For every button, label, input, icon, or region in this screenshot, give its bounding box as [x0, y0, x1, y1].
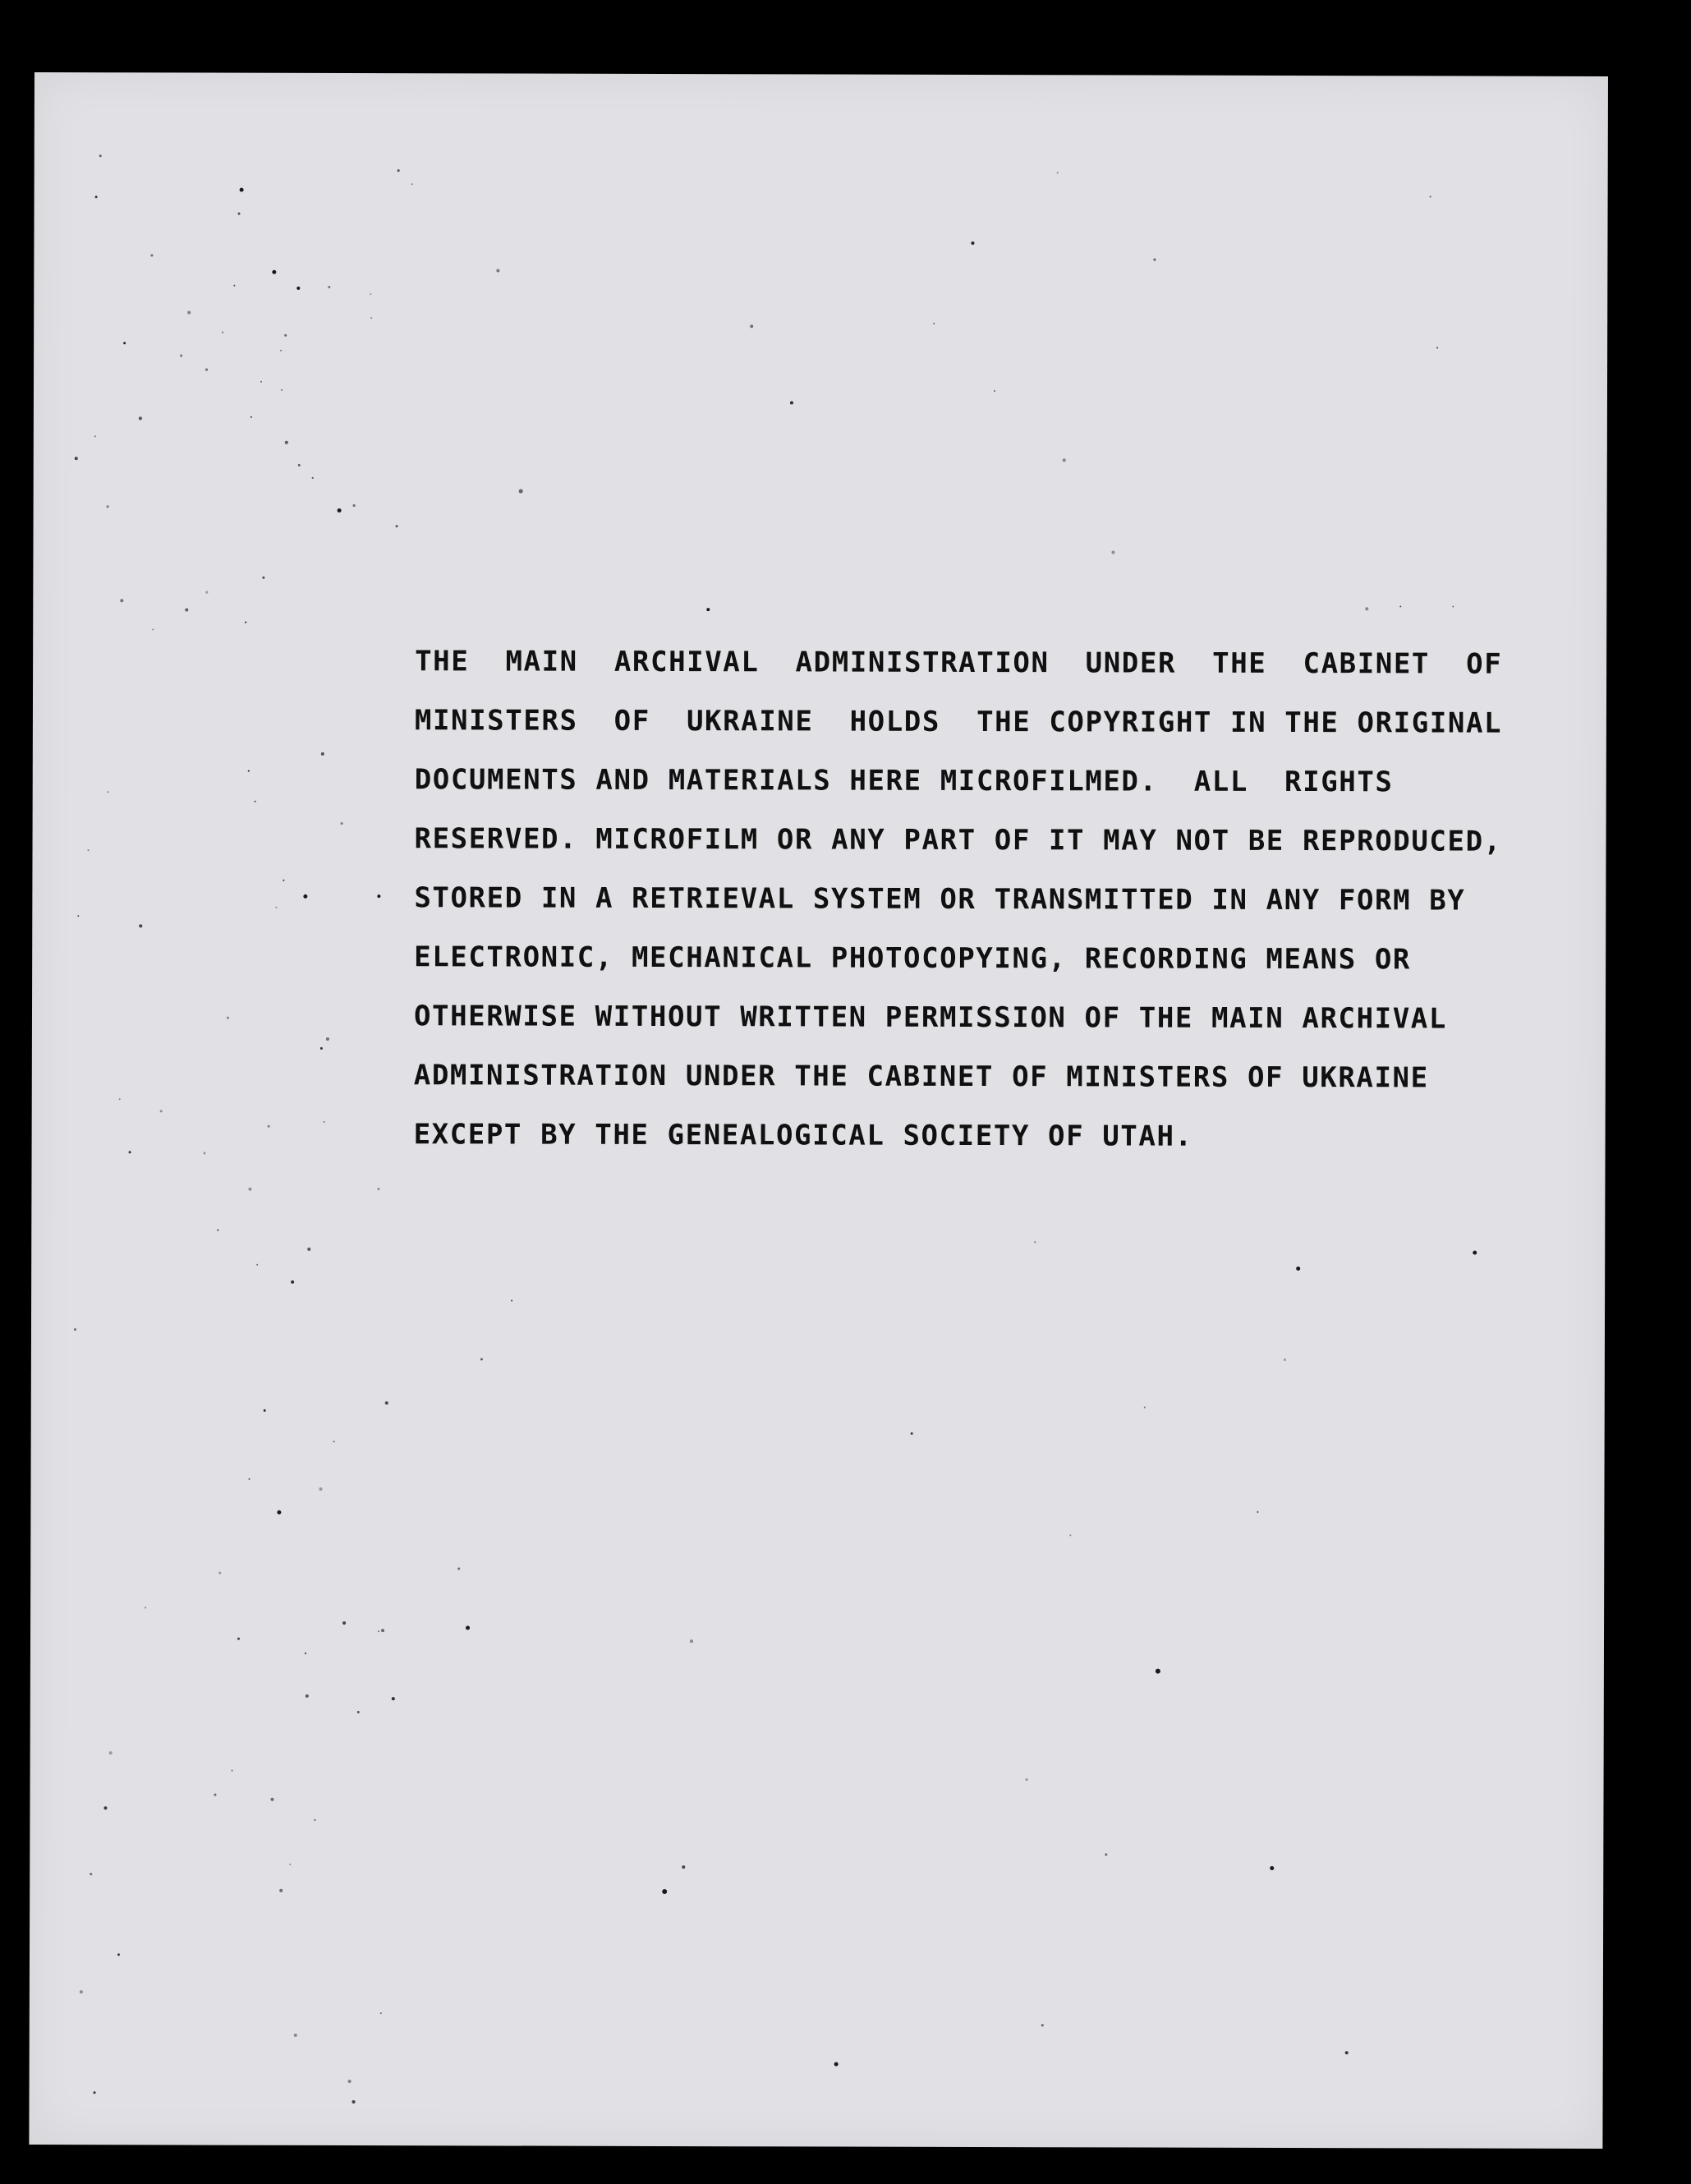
scan-speck: [139, 416, 142, 420]
scan-speck: [1034, 1241, 1036, 1243]
scan-speck: [411, 183, 413, 185]
scan-speck: [237, 1638, 240, 1640]
scan-speck: [77, 915, 79, 917]
scan-speck: [107, 505, 109, 508]
scan-speck: [120, 599, 123, 602]
scan-speck: [160, 1110, 163, 1112]
scan-speck: [1284, 1359, 1286, 1361]
scan-speck: [911, 1432, 913, 1435]
scan-speck: [94, 435, 96, 437]
scan-speck: [280, 350, 282, 352]
scan-speck: [108, 791, 109, 793]
scan-speck: [277, 1510, 281, 1515]
scan-speck: [314, 1819, 315, 1821]
scan-speck: [205, 591, 208, 594]
scan-speck: [790, 401, 793, 404]
scan-speck: [294, 2034, 297, 2037]
scan-speck: [139, 924, 142, 927]
notice-line: ADMINISTRATION UNDER THE CABINET OF MINISTERS OF UKRAINE: [413, 1059, 1429, 1095]
scan-speck: [307, 1248, 310, 1251]
scan-speck: [109, 1751, 113, 1754]
scan-speck: [1111, 550, 1114, 554]
scan-speck: [466, 1625, 470, 1630]
scan-speck: [1436, 347, 1438, 348]
scan-speck: [328, 286, 330, 288]
scan-speck: [99, 154, 102, 157]
scan-speck: [326, 1037, 329, 1041]
scan-speck: [1270, 1866, 1274, 1870]
scan-speck: [204, 1152, 206, 1155]
scan-speck: [381, 1629, 384, 1632]
scan-speck: [385, 1401, 388, 1405]
scan-speck: [281, 389, 283, 391]
notice-line: THE MAIN ARCHIVAL ADMINISTRATION UNDER THE CABINET OF: [415, 645, 1503, 681]
notice-line: RESERVED. MICROFILM OR ANY PART OF IT MAY NOT BE REPRODUCED,: [414, 822, 1502, 858]
scan-speck: [185, 608, 188, 611]
scan-speck: [248, 770, 250, 772]
scan-speck: [275, 907, 277, 908]
scan-speck: [95, 195, 98, 198]
scan-speck: [262, 577, 264, 579]
scan-speck: [324, 1121, 325, 1123]
scan-speck: [256, 1264, 258, 1266]
scan-speck: [519, 490, 523, 494]
scan-speck: [260, 381, 262, 383]
scan-speck: [971, 241, 974, 245]
scan-speck: [457, 1567, 460, 1570]
paper-sheet: [29, 72, 1608, 2149]
scan-speck: [662, 1889, 667, 1894]
scan-speck: [119, 1098, 121, 1100]
scan-speck: [353, 504, 356, 507]
scan-speck: [232, 1770, 233, 1772]
scan-speck: [392, 1697, 395, 1700]
scan-speck: [214, 1794, 217, 1796]
scan-speck: [152, 628, 154, 630]
scan-speck: [1069, 1534, 1071, 1536]
scan-speck: [303, 894, 307, 899]
scan-speck: [396, 525, 398, 527]
scan-speck: [342, 1621, 346, 1625]
scan-speck: [834, 2062, 839, 2067]
scan-speck: [377, 1188, 379, 1190]
scan-speck: [1296, 1267, 1300, 1271]
scan-speck: [88, 849, 90, 851]
scan-speck: [284, 334, 287, 337]
scan-speck: [348, 2080, 352, 2083]
scan-speck: [397, 169, 400, 172]
scan-speck: [270, 1798, 273, 1801]
scan-speck: [150, 254, 153, 256]
scan-speck: [129, 1151, 131, 1153]
scan-speck: [268, 1125, 270, 1128]
scan-speck: [117, 1953, 120, 1956]
scan-speck: [1057, 172, 1059, 173]
scan-speck: [283, 880, 284, 881]
scan-speck: [238, 213, 241, 215]
scan-speck: [682, 1865, 685, 1869]
scan-speck: [380, 2012, 382, 2014]
scan-speck: [511, 1300, 512, 1302]
scan-speck: [240, 188, 244, 192]
scan-speck: [370, 293, 371, 295]
scan-speck: [205, 369, 208, 371]
notice-line: MINISTERS OF UKRAINE HOLDS THE COPYRIGHT IN THE ORIGINAL: [414, 704, 1503, 740]
scan-speck: [357, 1711, 360, 1713]
scan-speck: [690, 1639, 693, 1643]
scan-speck: [377, 894, 380, 898]
scan-speck: [1144, 1407, 1146, 1409]
scan-speck: [319, 1487, 322, 1491]
scan-speck: [187, 310, 191, 314]
scan-speck: [1041, 2024, 1044, 2026]
scan-speck: [1473, 1251, 1477, 1255]
scan-speck: [1430, 195, 1431, 197]
scan-noise: [34, 72, 1608, 76]
notice-line: EXCEPT BY THE GENEALOGICAL SOCIETY OF UTAH.: [413, 1118, 1193, 1153]
scan-speck: [1365, 607, 1368, 610]
scan-speck: [74, 1328, 76, 1331]
notice-line: OTHERWISE WITHOUT WRITTEN PERMISSION OF THE MAIN ARCHIVAL: [413, 1000, 1448, 1036]
scan-speck: [1156, 1669, 1160, 1674]
scan-speck: [312, 477, 314, 479]
scan-speck: [145, 1607, 146, 1608]
scan-speck: [103, 1806, 107, 1809]
scan-speck: [90, 1873, 92, 1875]
scan-speck: [306, 1694, 309, 1698]
scan-speck: [289, 1864, 291, 1865]
scan-speck: [180, 354, 182, 356]
scan-speck: [1345, 2051, 1349, 2054]
scan-speck: [1153, 259, 1156, 261]
scan-speck: [750, 324, 753, 328]
scan-speck: [227, 1017, 229, 1019]
scan-speck: [217, 1230, 218, 1231]
notice-line: ELECTRONIC, MECHANICAL PHOTOCOPYING, RECORDING MEANS OR: [414, 940, 1412, 977]
scan-speck: [80, 1990, 83, 1993]
scan-speck: [123, 342, 126, 344]
notice-line: STORED IN A RETRIEVAL SYSTEM OR TRANSMITTED IN ANY FORM BY: [414, 881, 1466, 917]
scan-speck: [94, 2091, 96, 2094]
scan-speck: [321, 752, 324, 756]
scan-speck: [296, 287, 300, 290]
scan-speck: [370, 317, 372, 319]
scan-speck: [1026, 1778, 1028, 1781]
scan-speck: [496, 269, 499, 272]
scan-speck: [272, 270, 276, 274]
scan-speck: [279, 1889, 283, 1892]
scan-speck: [338, 508, 342, 513]
scan-speck: [378, 1630, 379, 1632]
scan-speck: [250, 416, 252, 418]
scan-speck: [255, 801, 256, 802]
scan-speck: [1399, 605, 1401, 607]
scan-speck: [245, 622, 246, 623]
scan-speck: [233, 285, 235, 287]
notice-line: DOCUMENTS AND MATERIALS HERE MICROFILMED. ALL RIGHTS: [414, 763, 1394, 799]
scan-speck: [298, 464, 301, 467]
scan-speck: [706, 608, 710, 611]
scan-speck: [218, 1572, 221, 1575]
scan-speck: [285, 441, 288, 444]
scan-speck: [264, 1409, 266, 1412]
scan-speck: [341, 822, 343, 825]
scan-speck: [249, 1478, 250, 1480]
scan-speck: [222, 332, 223, 333]
scan-speck: [480, 1358, 483, 1360]
scan-speck: [75, 457, 78, 460]
scan-speck: [248, 1188, 251, 1191]
scan-speck: [305, 1653, 306, 1654]
scan-speck: [1105, 1853, 1107, 1855]
scan-speck: [333, 1441, 335, 1442]
scan-speck: [291, 1281, 294, 1284]
scan-speck: [933, 323, 935, 324]
scan-speck: [352, 2100, 356, 2104]
scan-speck: [994, 390, 995, 392]
scan-speck: [1063, 458, 1066, 462]
scan-speck: [320, 1047, 323, 1050]
copyright-notice: [414, 632, 1631, 1167]
scan-speck: [1257, 1511, 1258, 1513]
scan-speck: [1452, 606, 1454, 608]
